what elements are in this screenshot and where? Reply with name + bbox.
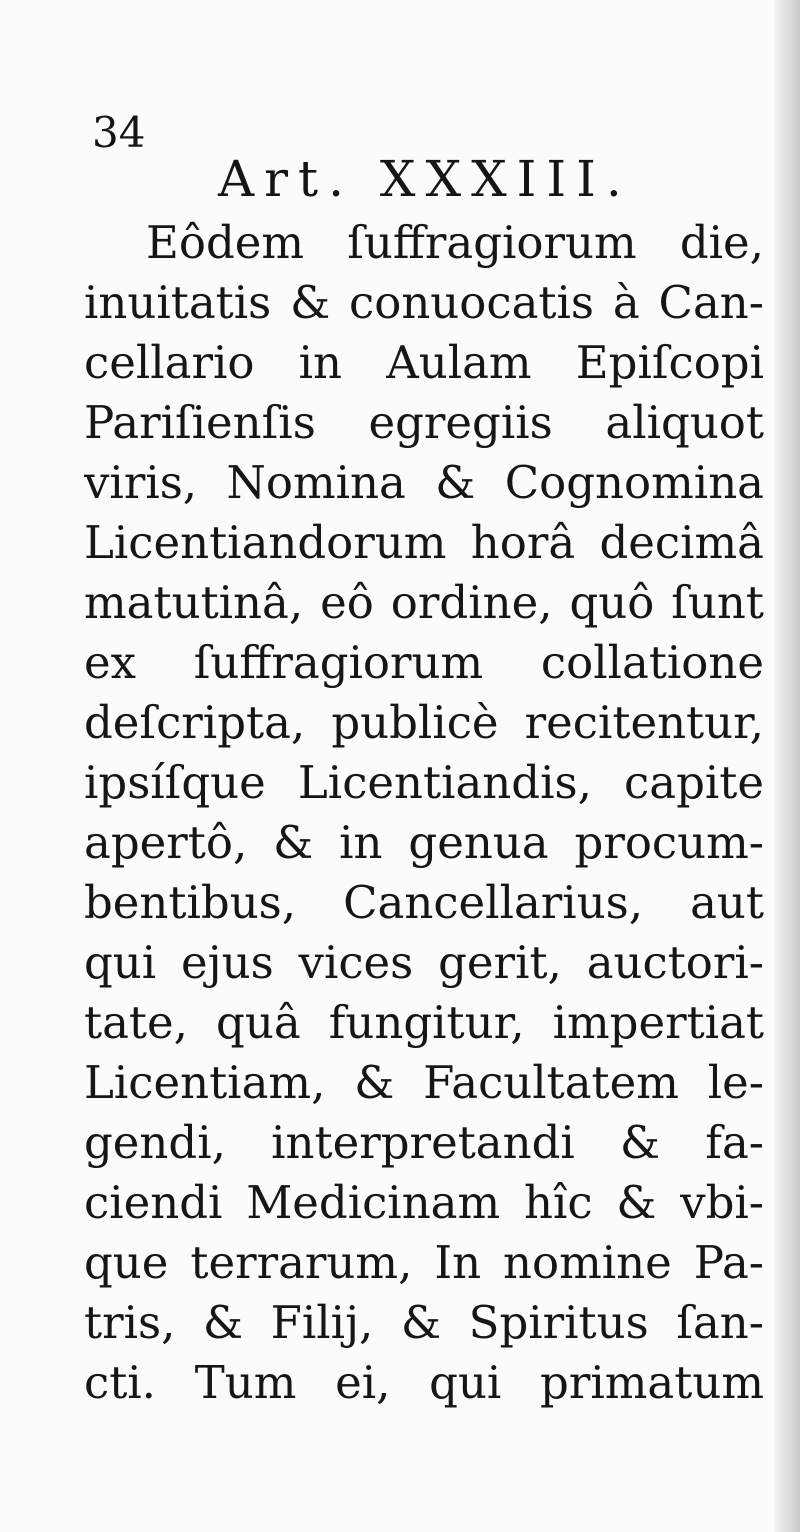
text-line: Pariſienſis egregiis aliquot (84, 396, 764, 449)
text-line: tris, & Filij, & Spiritus ſan- (84, 1296, 764, 1349)
page-number: 34 (92, 108, 146, 157)
text-line: ciendi Medicinam hîc & vbi- (84, 1176, 764, 1229)
text-line: apertô, & in genua procum- (84, 816, 764, 869)
text-line: Licentiam, & Facultatem le- (84, 1056, 764, 1109)
text-line: tate, quâ fungitur, impertiat (84, 996, 764, 1049)
text-line: inuitatis & conuocatis à Can- (84, 276, 764, 329)
text-line: ex ſuffragiorum collatione (84, 636, 764, 689)
text-line: Eôdem ſuffragiorum die, (146, 216, 764, 269)
page-edge (774, 0, 800, 1532)
text-line: cellario in Aulam Epiſcopi (84, 336, 764, 389)
text-line: que terrarum, In nomine Pa- (84, 1236, 764, 1289)
body-text (84, 213, 764, 1413)
text-line: deſcripta, publicè recitentur, (84, 696, 764, 749)
text-line: viris, Nomina & Cognomina (84, 456, 764, 509)
text-line: gendi, interpretandi & fa- (84, 1116, 764, 1169)
text-line: ipsíſque Licentiandis, capite (84, 756, 764, 809)
text-line: bentibus, Cancellarius, aut (84, 876, 764, 929)
text-line: qui ejus vices gerit, auctori- (84, 936, 764, 989)
text-line: matutinâ, eô ordine, quô ſunt (84, 576, 764, 629)
text-line: Licentiandorum horâ decimâ (84, 516, 764, 569)
text-line: cti. Tum ei, qui primatum (84, 1356, 764, 1409)
article-heading: Art. XXXIII. (218, 150, 632, 208)
